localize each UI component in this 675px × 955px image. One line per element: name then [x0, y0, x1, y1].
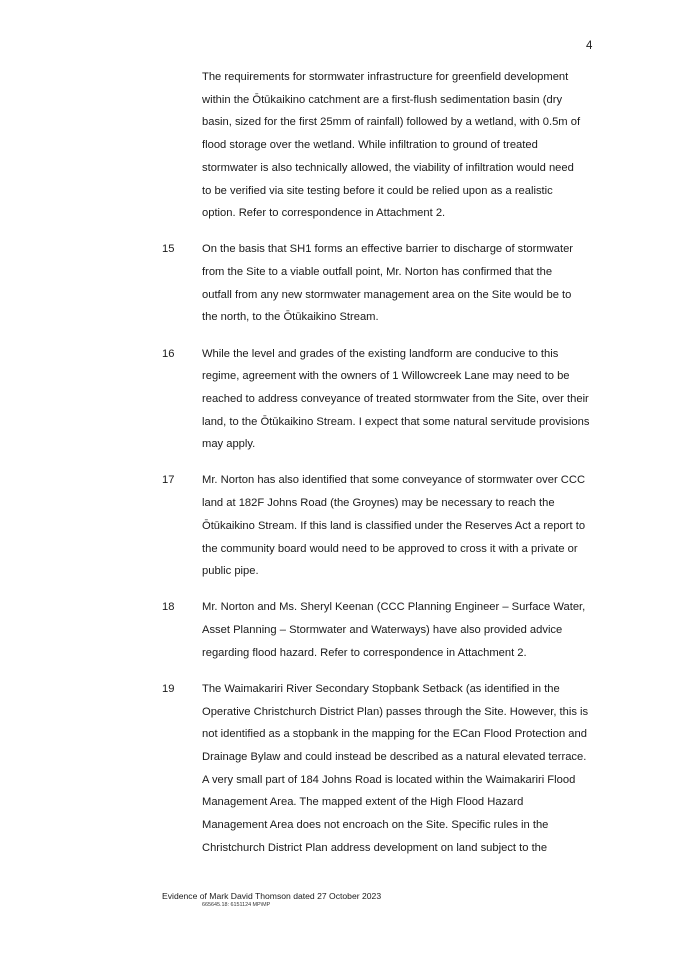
text-line: flood storage over the wetland. While infiltration to ground of treated [202, 139, 538, 152]
text-line: land, to the Ōtūkaikino Stream. I expect that some natural servitude provisions [202, 415, 590, 428]
text-line: Ōtūkaikino Stream. If this land is classified under the Reserves Act a report to [202, 519, 586, 532]
text-line: Drainage Bylaw and could instead be described as a natural elevated terrace. [202, 750, 587, 763]
text-line: to be verified via site testing before it could be relied upon as a realistic [202, 184, 553, 197]
text-line: The requirements for stormwater infrastructure for greenfield development [202, 71, 569, 83]
paragraph-text [202, 469, 602, 583]
paragraph-text [202, 238, 602, 329]
text-line: The Waimakariri River Secondary Stopbank Setback (as identified in the [202, 682, 560, 695]
paragraph [162, 469, 602, 583]
text-line: outfall from any new stormwater management area on the Site would be to [202, 288, 572, 301]
page-number: 4 [586, 40, 593, 52]
paragraph [162, 66, 602, 225]
body-text [162, 66, 602, 873]
paragraph-text [202, 66, 602, 225]
text-line: reached to address conveyance of treated stormwater from the Site, over their [202, 392, 589, 405]
footer-citation: Evidence of Mark David Thomson dated 27 October 2023 [162, 891, 382, 901]
paragraph [162, 678, 602, 860]
text-line: option. Refer to correspondence in Attachment 2. [202, 207, 446, 220]
paragraph [162, 238, 602, 329]
text-line: Management Area. The mapped extent of the High Flood Hazard [202, 796, 524, 809]
text-line: Mr. Norton and Ms. Sheryl Keenan (CCC Planning Engineer – Surface Water, [202, 601, 586, 614]
footer [162, 891, 381, 909]
text-line: from the Site to a viable outfall point, Mr. Norton has confirmed that the [202, 266, 553, 279]
text-line: On the basis that SH1 forms an effective barrier to discharge of stormwater [202, 243, 574, 256]
paragraph-number: 15 [162, 243, 175, 256]
paragraph-number: 19 [162, 682, 175, 695]
text-line: Management Area does not encroach on the Site. Specific rules in the [202, 819, 549, 832]
text-line: Christchurch District Plan address development on land subject to the [202, 841, 548, 854]
text-line: regarding flood hazard. Refer to correspondence in Attachment 2. [202, 646, 527, 659]
text-line: stormwater is also technically allowed, the viability of infiltration would need [202, 161, 574, 174]
paragraph-text [202, 343, 602, 457]
text-line: land at 182F Johns Road (the Groynes) may be necessary to reach the [202, 497, 555, 510]
text-line: the community board would need to be approved to cross it with a private or [202, 542, 578, 555]
text-line: within the Ōtūkaikino catchment are a first-flush sedimentation basin (dry [202, 93, 563, 106]
text-line: basin, sized for the first 25mm of rainfall) followed by a wetland, with 0.5m of [202, 116, 581, 129]
paragraph-number [162, 66, 202, 225]
text-line: A very small part of 184 Johns Road is located within the Waimakariri Flood [202, 773, 576, 786]
text-line: public pipe. [202, 565, 259, 578]
paragraph-number: 17 [162, 474, 175, 487]
text-line: not identified as a stopbank in the mapping for the ECan Flood Protection and [202, 728, 587, 741]
paragraph [162, 343, 602, 457]
text-line: regime, agreement with the owners of 1 Willowcreek Lane may need to be [202, 370, 570, 383]
paragraph-text [202, 596, 602, 664]
text-line: While the level and grades of the existing landform are conducive to this [202, 347, 559, 360]
footer-reference: 665645.18: 6151124 MP\MP [202, 902, 271, 908]
text-line: Asset Planning – Stormwater and Waterways) have also provided advice [202, 624, 563, 637]
paragraph [162, 596, 602, 664]
paragraph-number: 18 [162, 601, 175, 614]
paragraph-text [202, 678, 602, 860]
text-line: Operative Christchurch District Plan) passes through the Site. However, this is [202, 705, 589, 718]
paragraph-number: 16 [162, 347, 175, 360]
text-line: may apply. [202, 438, 256, 451]
text-line: the north, to the Ōtūkaikino Stream. [202, 311, 379, 324]
text-line: Mr. Norton has also identified that some conveyance of stormwater over CCC [202, 474, 586, 487]
